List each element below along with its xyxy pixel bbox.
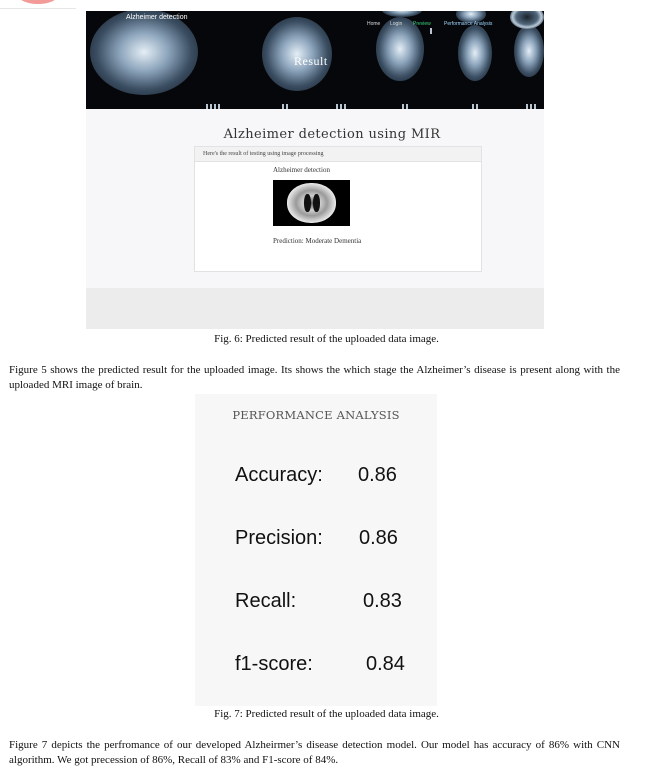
card-title: Alzheimer detection bbox=[273, 166, 330, 174]
figure-6-screenshot bbox=[86, 11, 544, 329]
paragraph-figure-7: Figure 7 depicts the perfromance of our developed Alzheirmer’s disease detection model. Our model has accuracy of 86% with CNN algorithm. We got precession of 86%, Recall of 83% and F1-score of 84%. bbox=[9, 739, 620, 766]
figure-7-caption: Fig. 7: Predicted result of the uploaded data image. bbox=[214, 708, 439, 720]
banner-overlay-text: Result bbox=[294, 54, 328, 68]
metric-value-precision: 0.86 bbox=[359, 527, 398, 549]
uploaded-mri-image bbox=[273, 180, 350, 226]
corner-mark bbox=[0, 0, 76, 9]
metric-value-accuracy: 0.86 bbox=[358, 464, 397, 486]
mri-scan-image bbox=[510, 11, 544, 29]
metric-label-recall: Recall: bbox=[235, 590, 297, 612]
header-banner bbox=[86, 11, 544, 109]
nav-preview[interactable]: Preview bbox=[413, 21, 431, 27]
metric-value-recall: 0.83 bbox=[363, 590, 402, 612]
result-card bbox=[194, 146, 482, 272]
app-title: Alzheimer detection bbox=[126, 14, 188, 21]
figure-6-caption: Fig. 6: Predicted result of the uploaded data image. bbox=[214, 333, 439, 345]
metric-label-precision: Precision: bbox=[235, 527, 323, 549]
mri-scan-image bbox=[514, 25, 544, 77]
mri-scan-image bbox=[382, 11, 422, 17]
metric-value-f1-score: 0.84 bbox=[366, 653, 405, 675]
nav-login[interactable]: Login bbox=[390, 21, 403, 27]
nav-home[interactable]: Home bbox=[367, 21, 381, 27]
figure-7-performance bbox=[195, 394, 437, 706]
page-heading: Alzheimer detection using MIR bbox=[223, 127, 441, 142]
paragraph-figure-5: Figure 5 shows the predicted result for the uploaded image. Its shows the which stage the Alzheimer’s disease is present along with the uploaded MRI image of brain. bbox=[9, 364, 620, 391]
performance-title: PERFORMANCE ANALYSIS bbox=[232, 408, 400, 422]
metric-label-f1-score: f1-score: bbox=[235, 653, 313, 675]
prediction-text: Prediction: Moderate Dementia bbox=[273, 237, 362, 245]
page-footer bbox=[86, 288, 544, 329]
card-header: Here's the result of testing using image processing bbox=[195, 147, 481, 162]
nav-performance-analysis[interactable]: Performance Analysis bbox=[444, 21, 493, 27]
mri-scan-image bbox=[90, 11, 198, 95]
metric-label-accuracy: Accuracy: bbox=[235, 464, 323, 486]
mri-scan-image bbox=[458, 25, 492, 81]
